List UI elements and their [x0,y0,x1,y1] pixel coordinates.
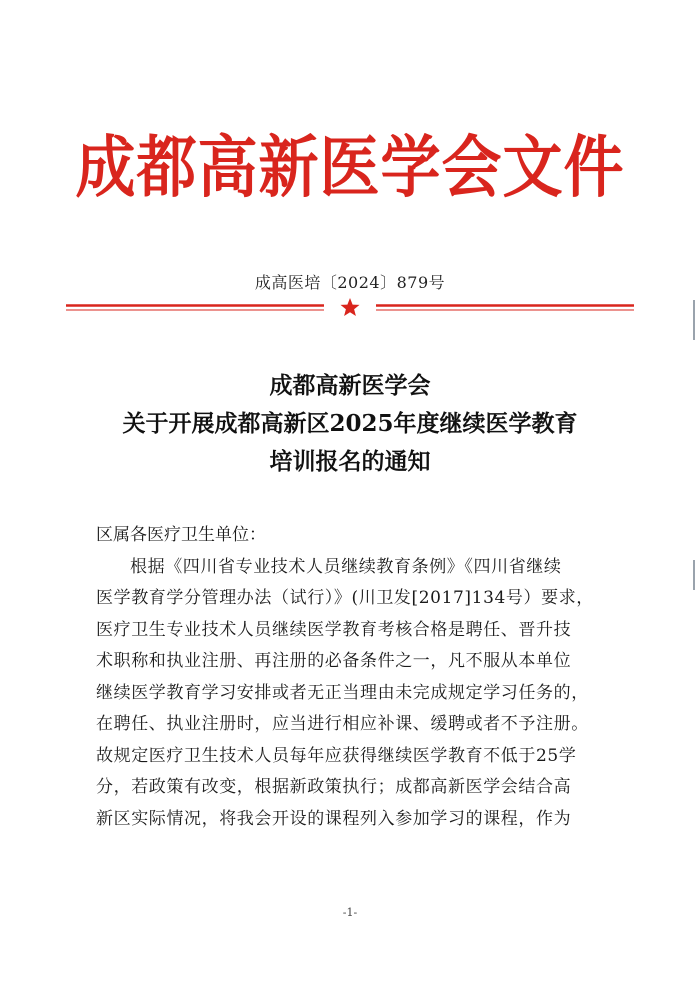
scan-edge-mark [693,300,695,340]
body-text [96,520,608,835]
document-number: 成高医培〔2024〕879号 [254,273,446,292]
paragraph-line: 继续医学教育学习安排或者无正当理由未完成规定学习任务的， [96,682,589,703]
paragraph-line: 新区实际情况，将我会开设的课程列入参加学习的课程，作为 [96,808,572,829]
page-number: -1- [342,906,358,919]
paragraph-line: 故规定医疗卫生技术人员每年应获得继续医学教育不低于25学 [96,745,577,766]
org-document-header: 成都高新医学会文件 [75,128,625,208]
red-divider [66,297,634,317]
paragraph-line: 医疗卫生专业技术人员继续医学教育考核合格是聘任、晋升技 [96,619,572,640]
notice-title [0,367,700,481]
notice-title-line: 培训报名的通知 [269,448,431,475]
notice-title-line: 关于开展成都高新区2025年度继续医学教育 [122,410,578,437]
star-icon [341,298,360,316]
scan-edge-mark [693,560,695,590]
paragraph-line: 术职称和执业注册、再注册的必备条件之一，凡不服从本单位 [96,651,572,671]
paragraph-line: 分，若政策有改变，根据新政策执行；成都高新医学会结合高 [96,777,572,797]
notice-title-line: 成都高新医学会 [269,372,431,399]
paragraph-line: 医学教育学分管理办法（试行）》(川卫发[2017]134号）要求， [96,588,594,608]
salutation: 区属各医疗卫生单位： [96,525,266,545]
paragraph-line: 根据《四川省专业技术人员继续教育条例》《四川省继续 [130,556,562,577]
paragraph-line: 在聘任、执业注册时，应当进行相应补课、缓聘或者不予注册。 [96,714,589,734]
